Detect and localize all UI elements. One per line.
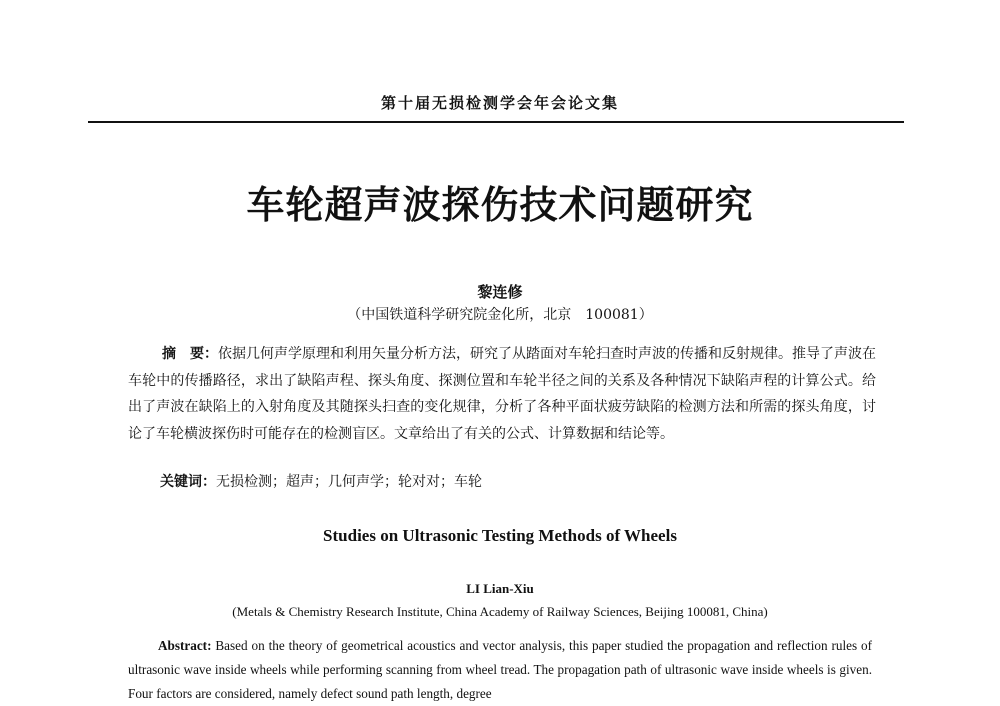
chinese-keywords bbox=[160, 471, 876, 491]
paper-title: 车轮超声波探伤技术问题研究 bbox=[246, 183, 754, 227]
header-rule bbox=[88, 121, 904, 123]
running-head: 第十届无损检测学会年会论文集 bbox=[380, 94, 619, 112]
chinese-abstract-label: 摘 要： bbox=[162, 346, 218, 362]
chinese-keywords-text: 无损检测；超声；几何声学；轮对对；车轮 bbox=[216, 474, 482, 490]
author-affiliation: （中国铁道科学研究院金化所，北京 100081） bbox=[347, 307, 653, 323]
chinese-abstract-text: 依据几何声学原理和利用矢量分析方法，研究了从踏面对车轮扫查时声波的传播和反射规律。推导了声波在车轮中的传播路径，求出了缺陷声程、探头角度、探测位置和车轮半径之间的关系及各种情况下缺陷声程的计算公式。给出了声波在缺陷上的入射角度及其随探头扫查的变化规律，分析了各种平面状疲劳缺陷的检测方法和所需的探头角度，讨论了车轮横波探伤时可能存在的检测盲区。文章给出了有关的公式、计算数据和结论等。 bbox=[128, 346, 876, 442]
chinese-abstract bbox=[128, 341, 876, 447]
english-abstract bbox=[128, 634, 872, 706]
author-name: 黎连修 bbox=[477, 283, 523, 301]
english-title: Studies on Ultrasonic Testing Methods of Wheels bbox=[323, 526, 677, 545]
english-abstract-label: Abstract: bbox=[158, 638, 212, 653]
english-abstract-text: Based on the theory of geometrical acoustics and vector analysis, this paper studied the propagation and reflection rules of ultrasonic wave inside wheels while performing scanning from wheel tread. The propagation path of ultrasonic wave inside wheels is given. Four factors are considered, namely defect sound path length, degree bbox=[128, 638, 873, 701]
chinese-keywords-label: 关键词： bbox=[160, 474, 216, 490]
english-affiliation: (Metals & Chemistry Research Institute, China Academy of Railway Sciences, Beijing 100081, China) bbox=[232, 604, 768, 619]
english-author: LI Lian-Xiu bbox=[466, 581, 534, 596]
